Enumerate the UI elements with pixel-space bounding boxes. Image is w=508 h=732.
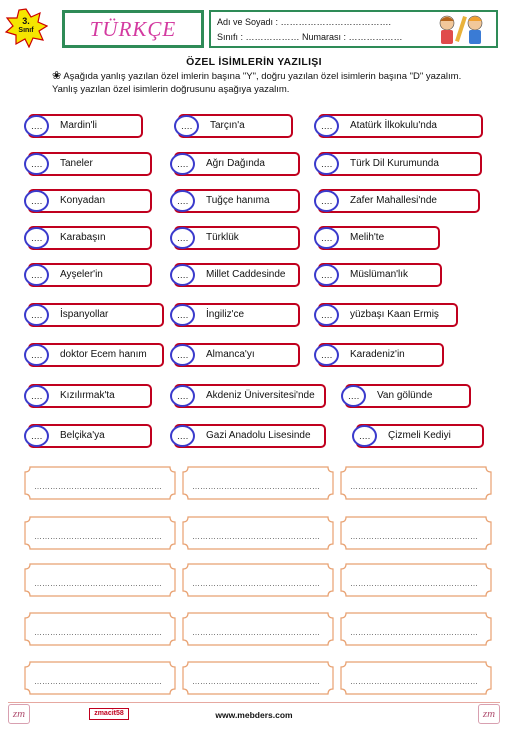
proper-noun-label: Çizmeli Kediyi xyxy=(388,430,451,441)
answer-circle[interactable]: …. xyxy=(170,425,195,447)
proper-noun-label: Gazi Anadolu Lisesinde xyxy=(206,430,311,441)
proper-noun-label: Akdeniz Üniversitesi'nde xyxy=(206,390,315,401)
proper-noun-item xyxy=(174,384,326,408)
answer-circle[interactable]: …. xyxy=(24,264,49,286)
answer-circle[interactable]: …. xyxy=(170,304,195,326)
proper-noun-item xyxy=(28,384,152,408)
proper-noun-item xyxy=(174,152,300,176)
proper-noun-item xyxy=(318,189,480,213)
answer-writing-box[interactable] xyxy=(340,516,492,550)
proper-noun-item xyxy=(318,343,444,367)
answer-writing-box[interactable] xyxy=(24,563,176,597)
answer-writing-box[interactable] xyxy=(340,466,492,500)
proper-noun-item xyxy=(174,189,300,213)
answer-writing-box[interactable] xyxy=(182,612,334,646)
proper-noun-item xyxy=(174,263,300,287)
answer-writing-box[interactable] xyxy=(182,466,334,500)
proper-noun-item xyxy=(28,303,164,327)
proper-noun-label: Karabaşın xyxy=(60,232,106,243)
answer-writing-box[interactable] xyxy=(340,661,492,695)
proper-noun-label: Karadeniz'in xyxy=(350,349,405,360)
answer-circle[interactable]: …. xyxy=(170,264,195,286)
answer-writing-box[interactable] xyxy=(182,516,334,550)
proper-noun-label: Ayşeler'in xyxy=(60,269,103,280)
grade-badge xyxy=(4,8,48,48)
proper-noun-label: İspanyollar xyxy=(60,309,109,320)
answer-circle[interactable]: …. xyxy=(170,227,195,249)
proper-noun-label: Konyadan xyxy=(60,195,106,206)
proper-noun-item xyxy=(28,263,152,287)
proper-noun-label: Kızılırmak'ta xyxy=(60,390,115,401)
answer-writing-box[interactable] xyxy=(24,661,176,695)
answer-circle[interactable]: …. xyxy=(24,153,49,175)
answer-circle[interactable]: …. xyxy=(170,385,195,407)
flower-bullet-icon: ❀ xyxy=(52,70,62,82)
proper-noun-item xyxy=(174,343,300,367)
answer-circle[interactable]: …. xyxy=(314,153,339,175)
proper-noun-label: Belçika'ya xyxy=(60,430,105,441)
answer-circle[interactable]: …. xyxy=(314,190,339,212)
answer-circle[interactable]: …. xyxy=(24,227,49,249)
answer-circle[interactable]: …. xyxy=(352,425,377,447)
writing-line: ………………………………………… xyxy=(350,482,478,491)
proper-noun-item xyxy=(174,424,326,448)
writing-line: ………………………………………… xyxy=(192,628,320,637)
answer-writing-box[interactable] xyxy=(340,612,492,646)
author-label: zmacit58 xyxy=(89,708,129,720)
proper-noun-label: Almanca'yı xyxy=(206,349,255,360)
answer-circle[interactable]: …. xyxy=(314,344,339,366)
writing-line: ………………………………………… xyxy=(34,628,162,637)
proper-noun-item xyxy=(28,343,164,367)
answer-circle[interactable]: …. xyxy=(24,425,49,447)
website-link[interactable]: www.mebders.com xyxy=(215,710,293,720)
proper-noun-label: Van gölünde xyxy=(377,390,433,401)
subject-title: TÜRKÇE xyxy=(89,16,177,41)
answer-writing-box[interactable] xyxy=(182,563,334,597)
writing-line: ………………………………………… xyxy=(34,482,162,491)
writing-line: ………………………………………… xyxy=(34,677,162,686)
answer-circle[interactable]: …. xyxy=(314,115,339,137)
proper-noun-item xyxy=(28,424,152,448)
proper-noun-label: Türklük xyxy=(206,232,239,243)
subject-title-box xyxy=(62,10,204,48)
writing-line: ………………………………………… xyxy=(350,532,478,541)
class-number-field[interactable]: Sınıfı : ……………… Numarası : ……………… xyxy=(217,32,403,42)
proper-noun-label: İngiliz'ce xyxy=(206,309,245,320)
page-heading: ÖZEL İSİMLERİN YAZILIŞI xyxy=(186,56,322,68)
writing-line: ………………………………………… xyxy=(192,579,320,588)
proper-noun-label: doktor Ecem hanım xyxy=(60,349,147,360)
proper-noun-label: Türk Dil Kurumunda xyxy=(350,158,439,169)
writing-line: ………………………………………… xyxy=(192,532,320,541)
answer-circle[interactable]: …. xyxy=(174,115,199,137)
answer-circle[interactable]: …. xyxy=(170,190,195,212)
proper-noun-label: Ağrı Dağında xyxy=(206,158,265,169)
proper-noun-label: Müslüman'lık xyxy=(350,269,409,280)
proper-noun-item xyxy=(28,114,143,138)
proper-noun-label: Taneler xyxy=(60,158,93,169)
answer-circle[interactable]: …. xyxy=(314,304,339,326)
answer-writing-box[interactable] xyxy=(24,516,176,550)
proper-noun-label: Melih'te xyxy=(350,232,385,243)
writing-line: ………………………………………… xyxy=(350,628,478,637)
answer-writing-box[interactable] xyxy=(340,563,492,597)
proper-noun-item xyxy=(28,189,152,213)
answer-circle[interactable]: …. xyxy=(314,264,339,286)
writing-line: ………………………………………… xyxy=(350,677,478,686)
proper-noun-label: Millet Caddesinde xyxy=(206,269,286,280)
answer-writing-box[interactable] xyxy=(182,661,334,695)
proper-noun-item xyxy=(356,424,484,448)
children-illustration-icon xyxy=(433,12,493,46)
answer-circle[interactable]: …. xyxy=(24,385,49,407)
left-logo-mark: zm xyxy=(8,704,30,724)
proper-noun-item xyxy=(178,114,293,138)
proper-noun-label: Atatürk İlkokulu'nda xyxy=(350,120,437,131)
answer-circle[interactable]: …. xyxy=(24,304,49,326)
proper-noun-label: Tarçın'a xyxy=(210,120,245,131)
proper-noun-label: yüzbaşı Kaan Ermiş xyxy=(350,309,439,320)
writing-line: ………………………………………… xyxy=(350,579,478,588)
answer-circle[interactable]: …. xyxy=(24,344,49,366)
proper-noun-item xyxy=(28,152,152,176)
proper-noun-item xyxy=(318,263,442,287)
proper-noun-item xyxy=(318,114,483,138)
proper-noun-item xyxy=(345,384,471,408)
writing-line: ………………………………………… xyxy=(192,482,320,491)
proper-noun-item xyxy=(318,226,440,250)
writing-line: ………………………………………… xyxy=(34,579,162,588)
grade-label: Sınıf xyxy=(18,27,34,34)
proper-noun-item xyxy=(28,226,152,250)
answer-circle[interactable]: …. xyxy=(170,344,195,366)
instruction-text: Aşağıda yanlış yazılan özel imlerin başına "Y", doğru yazılan özel isimlerin başına "D" yazalım. Yanlış yazılan özel isimlerin doğrusunu aşağıya yazalım. xyxy=(52,71,462,95)
answer-circle[interactable]: …. xyxy=(314,227,339,249)
answer-writing-box[interactable] xyxy=(24,466,176,500)
proper-noun-item xyxy=(318,303,458,327)
instructions xyxy=(52,70,482,96)
grade-number: 3. xyxy=(22,16,30,26)
writing-line: ………………………………………… xyxy=(34,532,162,541)
answer-circle[interactable]: …. xyxy=(170,153,195,175)
proper-noun-item xyxy=(318,152,482,176)
footer-divider xyxy=(8,702,500,703)
writing-line: ………………………………………… xyxy=(192,677,320,686)
proper-noun-item xyxy=(174,303,300,327)
name-field[interactable]: Adı ve Soyadı : ………………………………. xyxy=(217,17,392,27)
right-logo-mark: zm xyxy=(478,704,500,724)
proper-noun-label: Zafer Mahallesi'nde xyxy=(350,195,437,206)
proper-noun-label: Mardin'li xyxy=(60,120,97,131)
proper-noun-label: Tuğçe hanıma xyxy=(206,195,270,206)
proper-noun-item xyxy=(174,226,300,250)
answer-writing-box[interactable] xyxy=(24,612,176,646)
answer-circle[interactable]: …. xyxy=(24,190,49,212)
answer-circle[interactable]: …. xyxy=(341,385,366,407)
answer-circle[interactable]: …. xyxy=(24,115,49,137)
